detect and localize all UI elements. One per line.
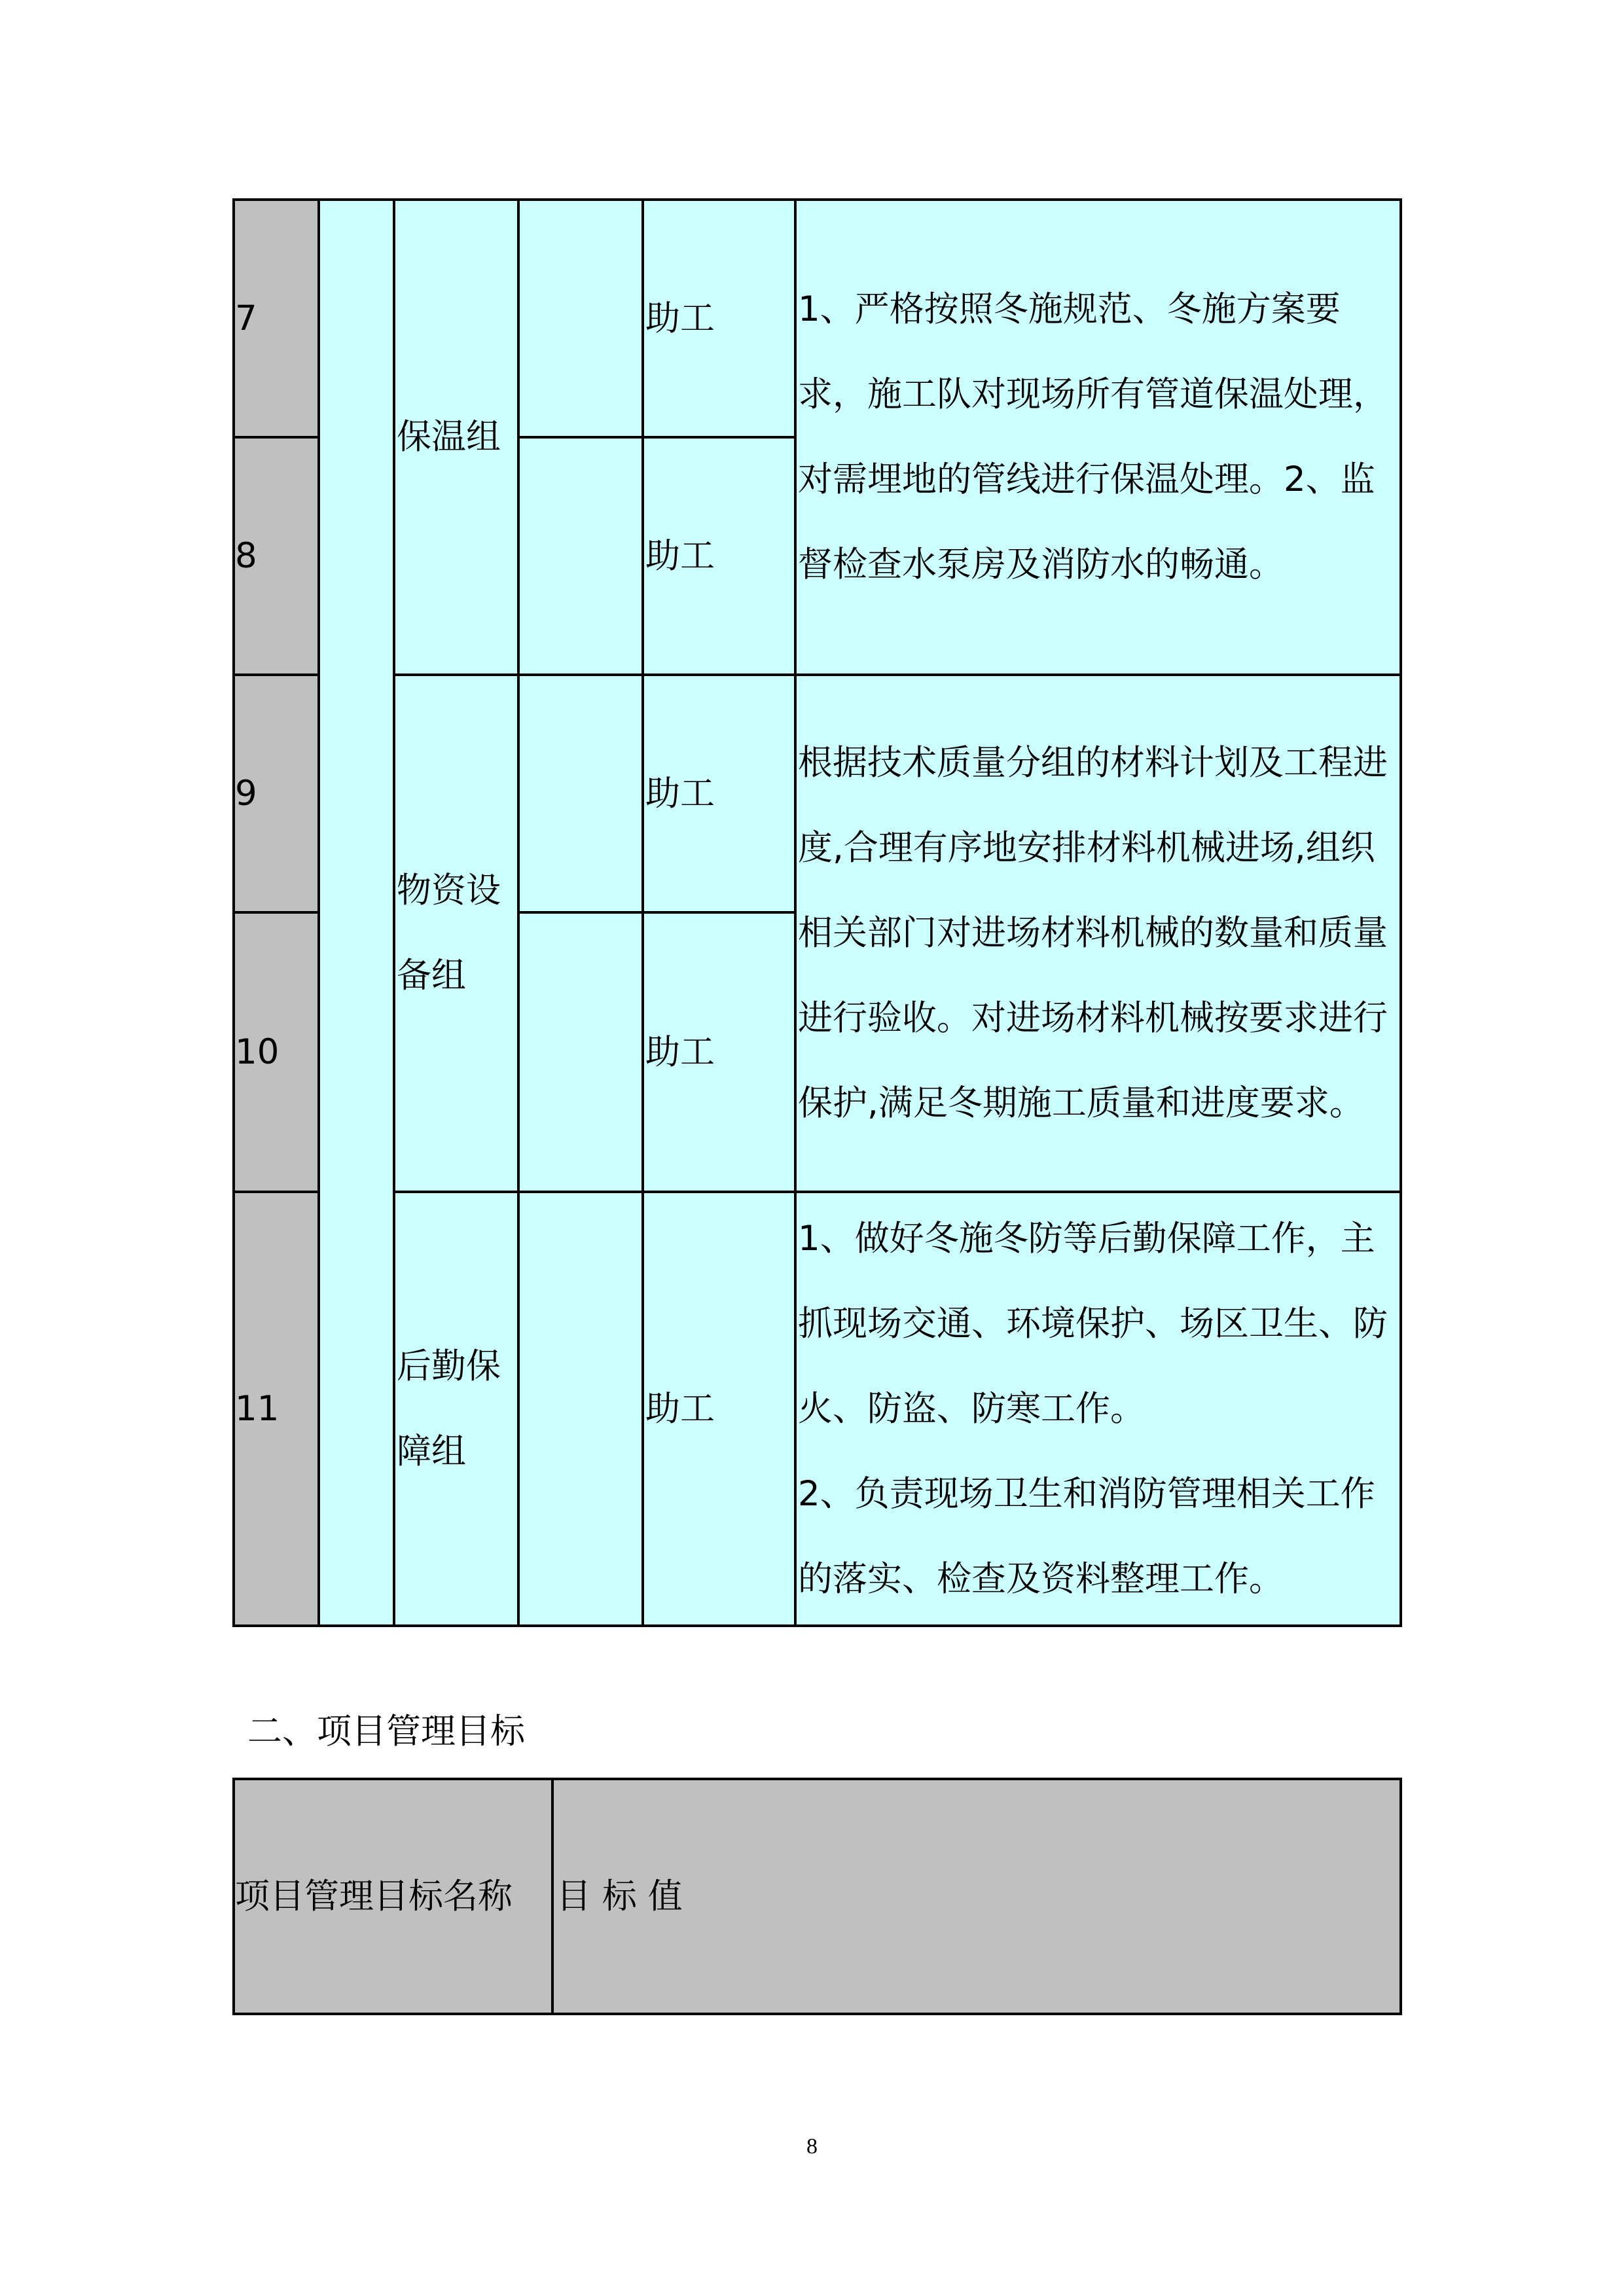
- role-cell: 助工: [643, 437, 795, 675]
- section-heading: 二、项目管理目标: [247, 1712, 525, 1751]
- role-cell: 助工: [643, 1192, 795, 1626]
- row-number: 8: [234, 437, 319, 675]
- group-duty: 1、严格按照冬施规范、冬施方案要求，施工队对现场所有管道保温处理，对需埋地的管线进行保温处理。2、监督检查水泵房及消防水的畅通。: [795, 200, 1401, 675]
- target-value-header: 目 标 值: [552, 1779, 1401, 2014]
- duty-item: 1、做好冬施冬防等后勤保障工作，主抓现场交通、环境保护、场区卫生、防火、防盗、防寒工作。: [798, 1218, 1388, 1429]
- table-header-row: [234, 1779, 1401, 2014]
- group-duty: [795, 1192, 1401, 1626]
- group-duty: 根据技术质量分组的材料计划及工程进度,合理有序地安排材料机械进场,组织相关部门对进场材料机械的数量和质量进行验收。对进场材料机械按要求进行保护,满足冬期施工质量和进度要求。: [795, 675, 1401, 1192]
- table-row: [234, 200, 1401, 437]
- role-cell: 助工: [643, 912, 795, 1192]
- table-row: [234, 1192, 1401, 1626]
- role-cell: 助工: [643, 200, 795, 437]
- page-number: 8: [806, 2134, 818, 2159]
- management-targets-table: [232, 1778, 1402, 2015]
- empty-cell: [518, 437, 643, 675]
- duty-item: 2、负责现场卫生和消防管理相关工作的落实、检查及资料整理工作。: [798, 1473, 1375, 1599]
- empty-cell: [518, 1192, 643, 1626]
- role-cell: 助工: [643, 675, 795, 912]
- row-number: 9: [234, 675, 319, 912]
- empty-cell: [518, 675, 643, 912]
- table-row: [234, 675, 1401, 912]
- empty-cell: [518, 912, 643, 1192]
- target-name-header: 项目管理目标名称: [234, 1779, 552, 2014]
- empty-cell: [518, 200, 643, 437]
- staff-duty-table: [232, 198, 1402, 1627]
- merged-empty-column: [319, 200, 394, 1626]
- row-number: 10: [234, 912, 319, 1192]
- group-name: 后勤保障组: [394, 1192, 518, 1626]
- row-number: 7: [234, 200, 319, 437]
- group-name: 保温组: [394, 200, 518, 675]
- group-name: 物资设备组: [394, 675, 518, 1192]
- row-number: 11: [234, 1192, 319, 1626]
